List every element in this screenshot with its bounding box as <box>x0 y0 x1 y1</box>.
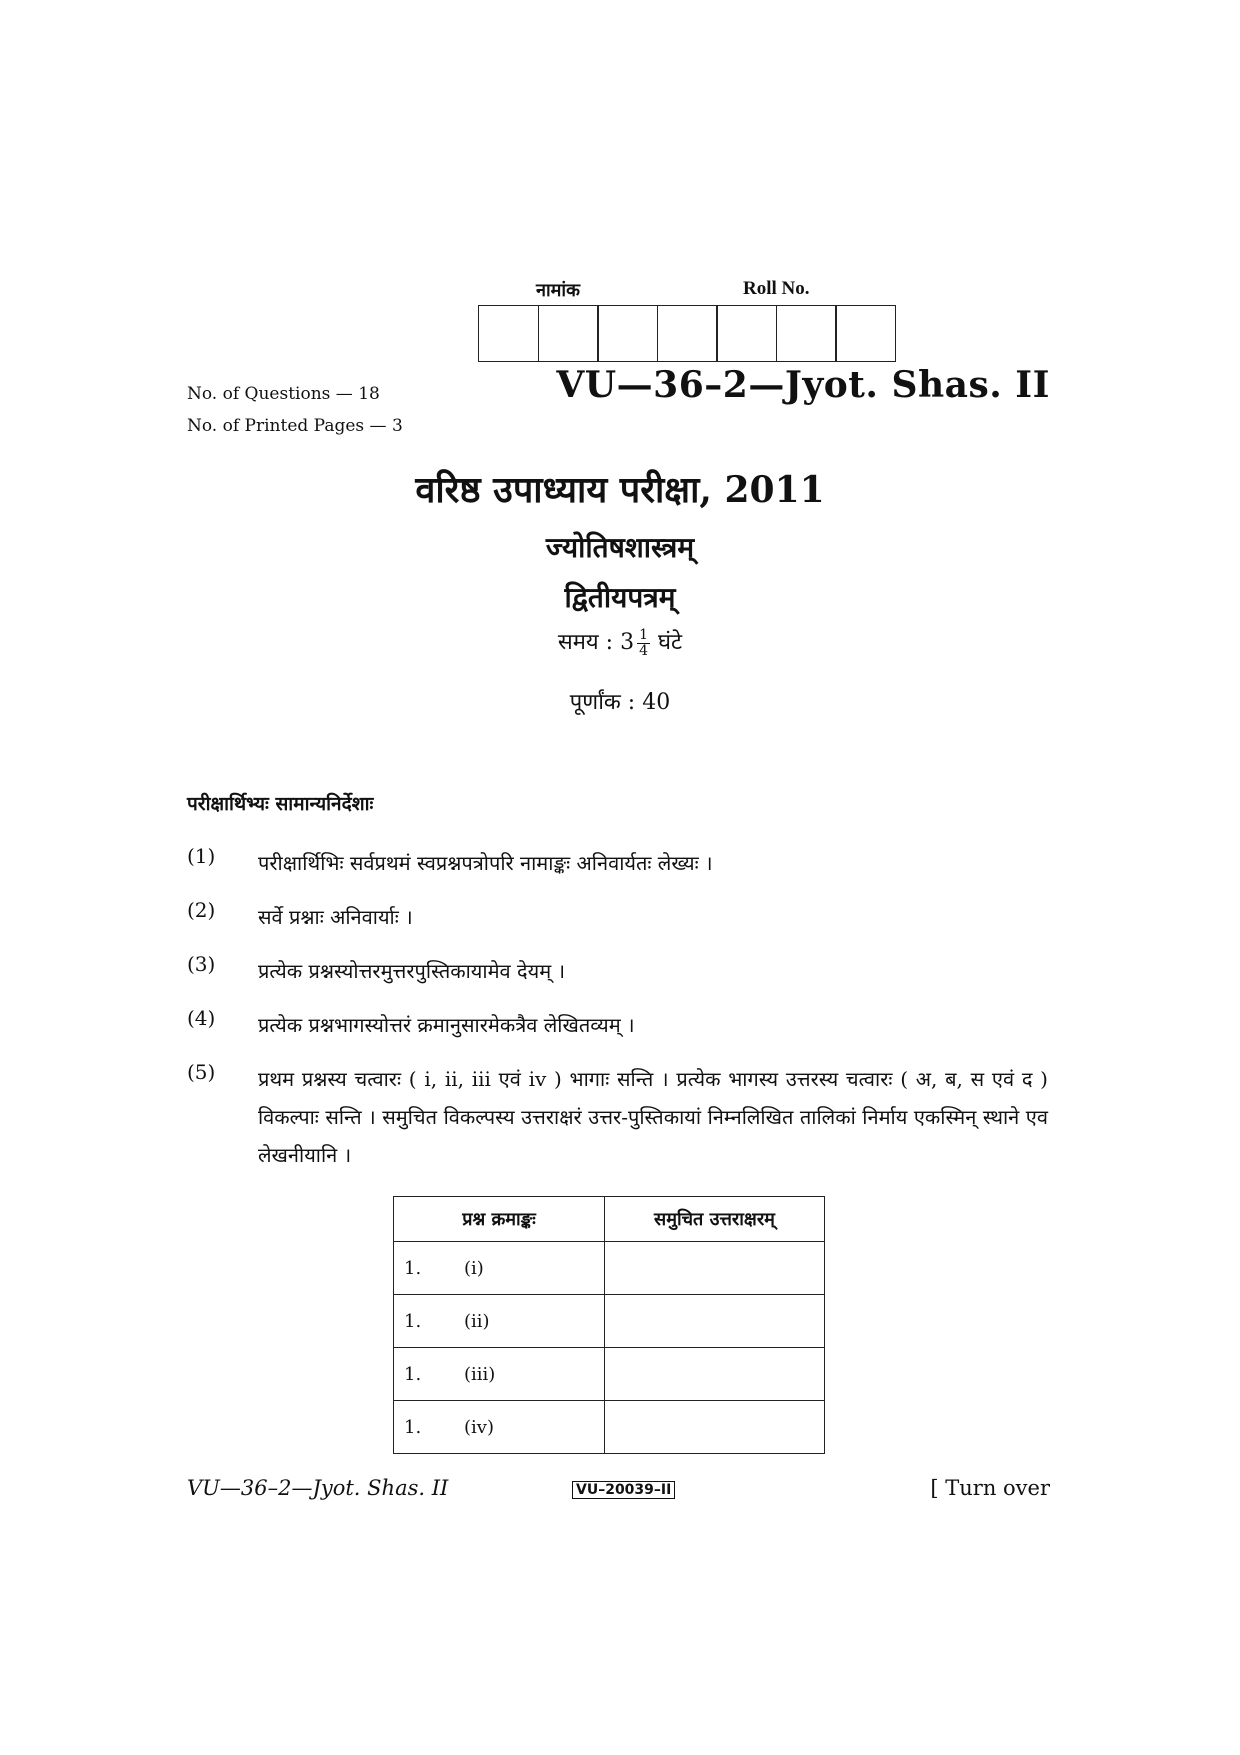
instruction-number: (4) <box>187 1006 216 1030</box>
roll-number-labels <box>478 276 898 304</box>
fraction-numerator: 1 <box>639 626 648 643</box>
instruction-text: परीक्षार्थिभिः सर्वप्रथमं स्वप्रश्नपत्रोपरि नामाङ्कः अनिवार्यतः लेख्यः । <box>258 851 713 875</box>
instruction-number: (2) <box>187 898 216 922</box>
instruction-number: (5) <box>187 1060 216 1084</box>
instruction-text: प्रत्येक प्रश्नभागस्योत्तरं क्रमानुसारमेकत्रैव लेखितव्यम् । <box>258 1013 635 1037</box>
instructions-heading: परीक्षार्थिभ्यः सामान्यनिर्देशाः <box>187 793 374 815</box>
roll-number-boxes <box>478 305 896 362</box>
roll-digit-box[interactable] <box>776 305 837 362</box>
roll-digit-box[interactable] <box>597 305 658 362</box>
roll-digit-box[interactable] <box>478 305 539 362</box>
footer-paper-code: VU—36–2—Jyot. Shas. II <box>187 1476 449 1500</box>
time-prefix: समय : 3 <box>557 630 635 655</box>
question-cell <box>394 1295 605 1348</box>
instruction-text: प्रथम प्रश्नस्य चत्वारः ( i, ii, iii एवं iv ) भागाः सन्ति । प्रत्येक भागस्य उत्तरस्य चत्वारः ( अ, ब, स एवं द ) विकल्पाः सन्ति । समुचित विकल्पस्य उत्तराक्षरं उत्तर-पुस्तिकायां निम्नलिखित तालिकां निर्माय एकस्मिन् स्थाने एव लेखनीयानि । <box>258 1067 1048 1167</box>
paper-code: VU—36–2—Jyot. Shas. II <box>556 364 1050 406</box>
table-row <box>394 1242 825 1295</box>
number-of-questions: No. of Questions — 18 <box>187 384 380 404</box>
answer-cell[interactable] <box>605 1401 825 1454</box>
total-marks: पूर्णांक : 40 <box>569 690 671 715</box>
turn-over-note: [ Turn over <box>930 1476 1050 1500</box>
question-part: (i) <box>464 1257 484 1279</box>
footer-serial-code: VU–20039–II <box>572 1481 675 1499</box>
subject-title: ज्योतिषशास्त्रम् <box>545 531 695 564</box>
exam-title: वरिष्ठ उपाध्याय परीक्षा, 2011 <box>415 469 825 511</box>
question-part: (ii) <box>464 1310 490 1332</box>
instruction-text: प्रत्येक प्रश्नस्योत्तरमुत्तरपुस्तिकायामेव देयम् । <box>258 959 566 983</box>
roll-digit-box[interactable] <box>716 305 777 362</box>
instruction-number: (3) <box>187 952 216 976</box>
time-suffix: घंटे <box>658 630 683 655</box>
answer-table-header-row <box>394 1197 825 1242</box>
answer-cell[interactable] <box>605 1295 825 1348</box>
table-row <box>394 1348 825 1401</box>
time-fraction <box>637 628 650 659</box>
answer-table <box>393 1196 825 1454</box>
number-of-pages: No. of Printed Pages — 3 <box>187 416 403 436</box>
answer-cell[interactable] <box>605 1242 825 1295</box>
question-cell <box>394 1401 605 1454</box>
question-number: 1. <box>404 1257 422 1279</box>
question-number: 1. <box>404 1310 422 1332</box>
roll-digit-box[interactable] <box>657 305 718 362</box>
roll-digit-box[interactable] <box>835 305 896 362</box>
roll-digit-box[interactable] <box>538 305 599 362</box>
roll-label-english: Roll No. <box>743 278 810 299</box>
exam-duration <box>0 626 1240 659</box>
question-cell <box>394 1242 605 1295</box>
answer-cell[interactable] <box>605 1348 825 1401</box>
question-cell <box>394 1348 605 1401</box>
table-row <box>394 1295 825 1348</box>
question-number: 1. <box>404 1363 422 1385</box>
question-number: 1. <box>404 1416 422 1438</box>
question-part: (iv) <box>464 1416 494 1438</box>
question-part: (iii) <box>464 1363 496 1385</box>
table-row <box>394 1401 825 1454</box>
fraction-denominator: 4 <box>639 642 648 659</box>
paper-title: द्वितीयपत्रम् <box>564 581 676 614</box>
instruction-text: सर्वे प्रश्नाः अनिवार्याः । <box>258 905 413 929</box>
header-answer-letter: समुचित उत्तराक्षरम् <box>605 1197 825 1242</box>
instruction-number: (1) <box>187 844 216 868</box>
roll-label-hindi: नामांक <box>536 280 580 301</box>
header-question-number: प्रश्न क्रमाङ्कः <box>394 1197 605 1242</box>
